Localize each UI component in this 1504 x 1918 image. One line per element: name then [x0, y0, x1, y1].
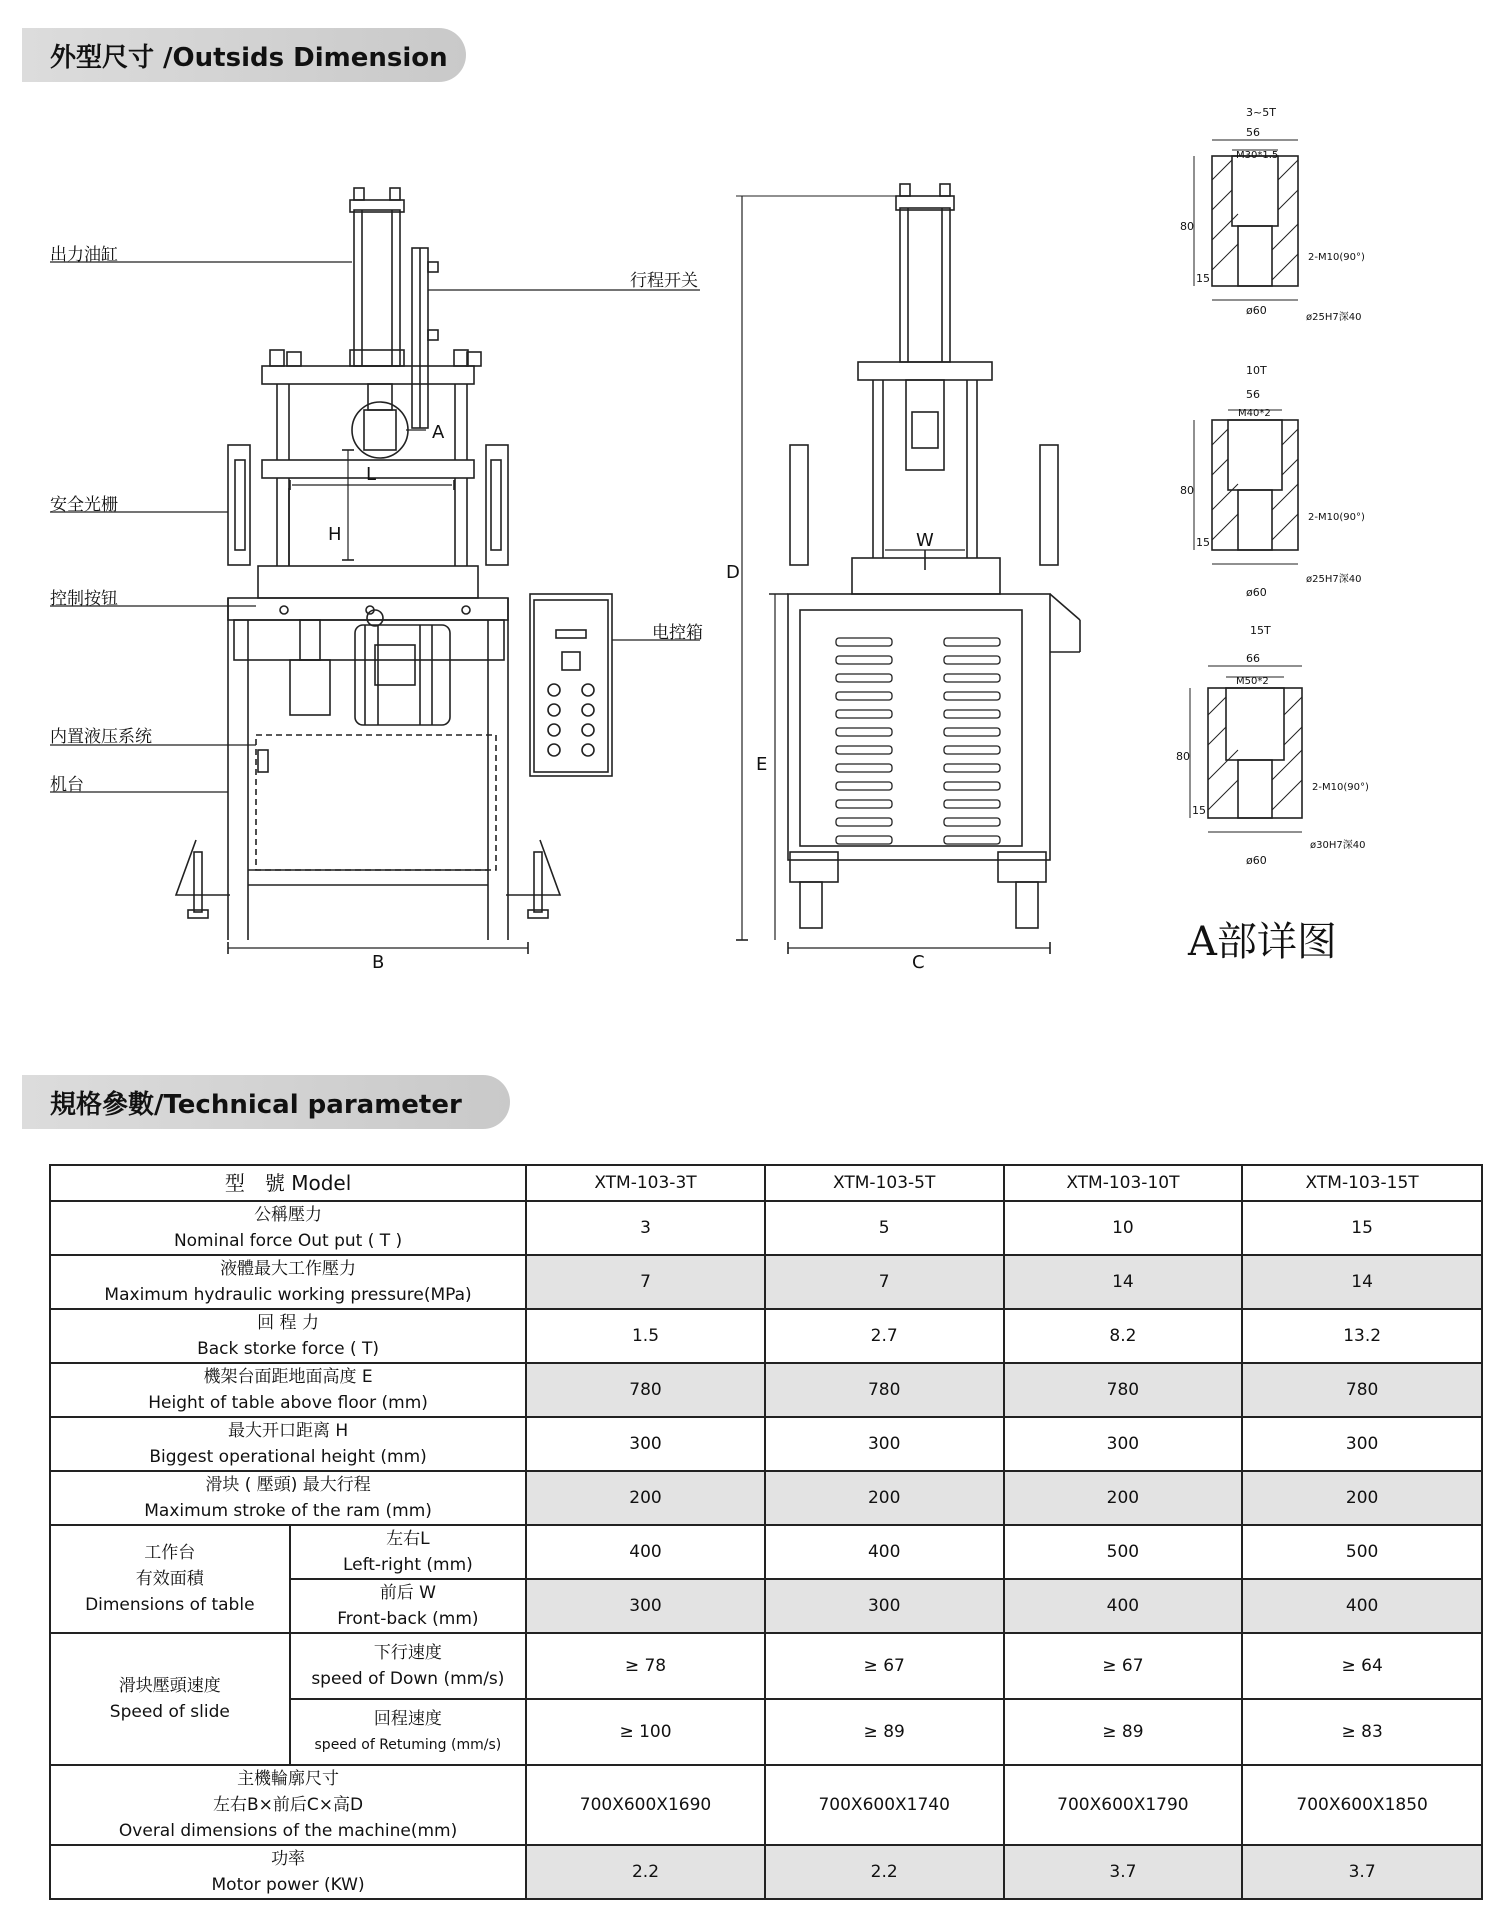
- table-cell: 3.7: [1004, 1845, 1243, 1899]
- dim-letter-h: H: [328, 524, 342, 545]
- table-cell: 8.2: [1004, 1309, 1243, 1363]
- table-cell: 700X600X1740: [765, 1765, 1004, 1845]
- group-label-table-dims: 工作台 有效面積 Dimensions of table: [50, 1525, 290, 1633]
- detail-2-thread: M40*2: [1238, 408, 1271, 419]
- detail-1-top-width: 56: [1246, 126, 1260, 139]
- table-cell: 300: [526, 1417, 765, 1471]
- table-row: [50, 1309, 1482, 1363]
- detail-2-bore: ø25H7深40: [1306, 574, 1362, 585]
- table-cell: 1.5: [526, 1309, 765, 1363]
- side-view: [736, 184, 1080, 954]
- row-label: 前后 W Front-back (mm): [290, 1579, 527, 1633]
- table-row: [50, 1525, 1482, 1579]
- table-row: [50, 1417, 1482, 1471]
- table-row: [50, 1471, 1482, 1525]
- table-cell: 780: [526, 1363, 765, 1417]
- detail-2-side-hole: 2-M10(90°): [1308, 512, 1365, 523]
- dim-letter-d: D: [726, 562, 740, 583]
- row-label: 功率 Motor power (KW): [50, 1845, 526, 1899]
- table-cell: 400: [1004, 1579, 1243, 1633]
- callout-machine-base: 机台: [50, 775, 84, 795]
- table-cell: 7: [765, 1255, 1004, 1309]
- detail-view-3: [1190, 666, 1302, 832]
- detail-2-height: 80: [1180, 484, 1194, 497]
- table-cell: ≥ 67: [1004, 1633, 1243, 1699]
- row-label: 機架台面距地面高度 E Height of table above floor (mm): [50, 1363, 526, 1417]
- table-cell: 200: [1242, 1471, 1482, 1525]
- table-row: [50, 1633, 1482, 1699]
- row-label: 左右L Left-right (mm): [290, 1525, 527, 1579]
- technical-parameter-title: 規格參數/Technical parameter: [50, 1089, 462, 1120]
- table-cell: 700X600X1850: [1242, 1765, 1482, 1845]
- table-cell: ≥ 78: [526, 1633, 765, 1699]
- table-cell: 300: [1242, 1417, 1482, 1471]
- model-cell: XTM-103-3T: [526, 1165, 765, 1201]
- table-cell: 10: [1004, 1201, 1243, 1255]
- detail-2-base: ø60: [1246, 586, 1267, 599]
- detail-3-side-hole: 2-M10(90°): [1312, 782, 1369, 793]
- table-cell: 300: [526, 1579, 765, 1633]
- row-label: 下行速度 speed of Down (mm/s): [290, 1633, 527, 1699]
- dim-letter-c: C: [912, 952, 925, 973]
- row-label: 公稱壓力 Nominal force Out put ( T ): [50, 1201, 526, 1255]
- detail-1-side-hole: 2-M10(90°): [1308, 252, 1365, 263]
- table-cell: 300: [765, 1579, 1004, 1633]
- row-label: 液體最大工作壓力 Maximum hydraulic working pressure(MPa): [50, 1255, 526, 1309]
- row-label: 回程速度 speed of Retuming (mm/s): [290, 1699, 527, 1765]
- row-label: 回 程 力 Back storke force ( T): [50, 1309, 526, 1363]
- table-cell: ≥ 64: [1242, 1633, 1482, 1699]
- callout-control-button: 控制按钮: [50, 589, 118, 609]
- detail-1-bore: ø25H7深40: [1306, 312, 1362, 323]
- callout-hydraulic-system: 内置液压系统: [50, 727, 152, 747]
- detail-3-base: ø60: [1246, 854, 1267, 867]
- table-cell: 700X600X1690: [526, 1765, 765, 1845]
- table-cell: ≥ 83: [1242, 1699, 1482, 1765]
- table-cell: 400: [765, 1525, 1004, 1579]
- dim-letter-w: W: [916, 530, 934, 551]
- outside-dimension-title: 外型尺寸 /Outsids Dimension: [50, 42, 448, 73]
- detail-3-lower: 15: [1192, 804, 1206, 817]
- table-cell: 7: [526, 1255, 765, 1309]
- table-cell: 3.7: [1242, 1845, 1482, 1899]
- dimension-drawing: [0, 100, 1504, 1000]
- table-cell: 3: [526, 1201, 765, 1255]
- table-cell: 500: [1242, 1525, 1482, 1579]
- table-cell: 500: [1004, 1525, 1243, 1579]
- callout-electric-box: 电控箱: [652, 623, 703, 643]
- row-label: 滑块 ( 壓頭) 最大行程 Maximum stroke of the ram (mm): [50, 1471, 526, 1525]
- table-row: [50, 1765, 1482, 1845]
- callout-travel-switch: 行程开关: [630, 271, 698, 291]
- table-cell: 780: [765, 1363, 1004, 1417]
- technical-parameter-header: [22, 1075, 510, 1129]
- table-cell: ≥ 67: [765, 1633, 1004, 1699]
- group-label-slide-speed: 滑块壓頭速度 Speed of slide: [50, 1633, 290, 1765]
- detail-2-label: 10T: [1246, 364, 1267, 377]
- table-cell: ≥ 100: [526, 1699, 765, 1765]
- detail-3-label: 15T: [1250, 624, 1271, 637]
- dim-letter-e: E: [756, 754, 768, 775]
- detail-caption: A部详图: [1188, 919, 1337, 965]
- table-cell: 780: [1242, 1363, 1482, 1417]
- detail-1-height: 80: [1180, 220, 1194, 233]
- machine-drawing-svg: [0, 100, 1504, 1000]
- table-cell: ≥ 89: [765, 1699, 1004, 1765]
- table-cell: 2.2: [765, 1845, 1004, 1899]
- outside-dimension-header: [22, 28, 466, 82]
- table-row: [50, 1201, 1482, 1255]
- table-cell: 200: [765, 1471, 1004, 1525]
- detail-2-lower: 15: [1196, 536, 1210, 549]
- table-cell: 2.2: [526, 1845, 765, 1899]
- detail-1-thread: M30*1.5: [1236, 150, 1279, 161]
- detail-1-lower: 15: [1196, 272, 1210, 285]
- table-cell: 14: [1004, 1255, 1243, 1309]
- row-label: 主機輪廓尺寸 左右B×前后C×高D Overal dimensions of the machine(mm): [50, 1765, 526, 1845]
- table-cell: 13.2: [1242, 1309, 1482, 1363]
- detail-3-height: 80: [1176, 750, 1190, 763]
- model-label: 型 號 Model: [50, 1165, 526, 1201]
- table-cell: 700X600X1790: [1004, 1765, 1243, 1845]
- table-cell: 300: [765, 1417, 1004, 1471]
- model-cell: XTM-103-15T: [1242, 1165, 1482, 1201]
- table-row: [50, 1165, 1482, 1201]
- dim-letter-l: L: [366, 464, 377, 485]
- table-row: [50, 1845, 1482, 1899]
- table-cell: 200: [1004, 1471, 1243, 1525]
- table-cell: 780: [1004, 1363, 1243, 1417]
- table-cell: ≥ 89: [1004, 1699, 1243, 1765]
- table-cell: 200: [526, 1471, 765, 1525]
- detail-3-top-width: 66: [1246, 652, 1260, 665]
- table-cell: 14: [1242, 1255, 1482, 1309]
- callout-light-curtain: 安全光栅: [50, 495, 118, 515]
- detail-1-base: ø60: [1246, 304, 1267, 317]
- table-cell: 400: [1242, 1579, 1482, 1633]
- table-cell: 300: [1004, 1417, 1243, 1471]
- spec-table: [49, 1164, 1483, 1900]
- table-row: [50, 1363, 1482, 1417]
- table-cell: 5: [765, 1201, 1004, 1255]
- detail-3-thread: M50*2: [1236, 676, 1269, 687]
- table-row: [50, 1255, 1482, 1309]
- detail-2-top-width: 56: [1246, 388, 1260, 401]
- row-label: 最大开口距离 H Biggest operational height (mm): [50, 1417, 526, 1471]
- dim-letter-b: B: [372, 952, 385, 973]
- detail-3-bore: ø30H7深40: [1310, 840, 1366, 851]
- model-cell: XTM-103-10T: [1004, 1165, 1243, 1201]
- table-cell: 400: [526, 1525, 765, 1579]
- callout-cylinder: 出力油缸: [50, 245, 118, 265]
- table-cell: 2.7: [765, 1309, 1004, 1363]
- detail-1-label: 3~5T: [1246, 106, 1276, 119]
- table-cell: 15: [1242, 1201, 1482, 1255]
- model-cell: XTM-103-5T: [765, 1165, 1004, 1201]
- dim-letter-a: A: [432, 422, 445, 443]
- front-view: [50, 188, 700, 954]
